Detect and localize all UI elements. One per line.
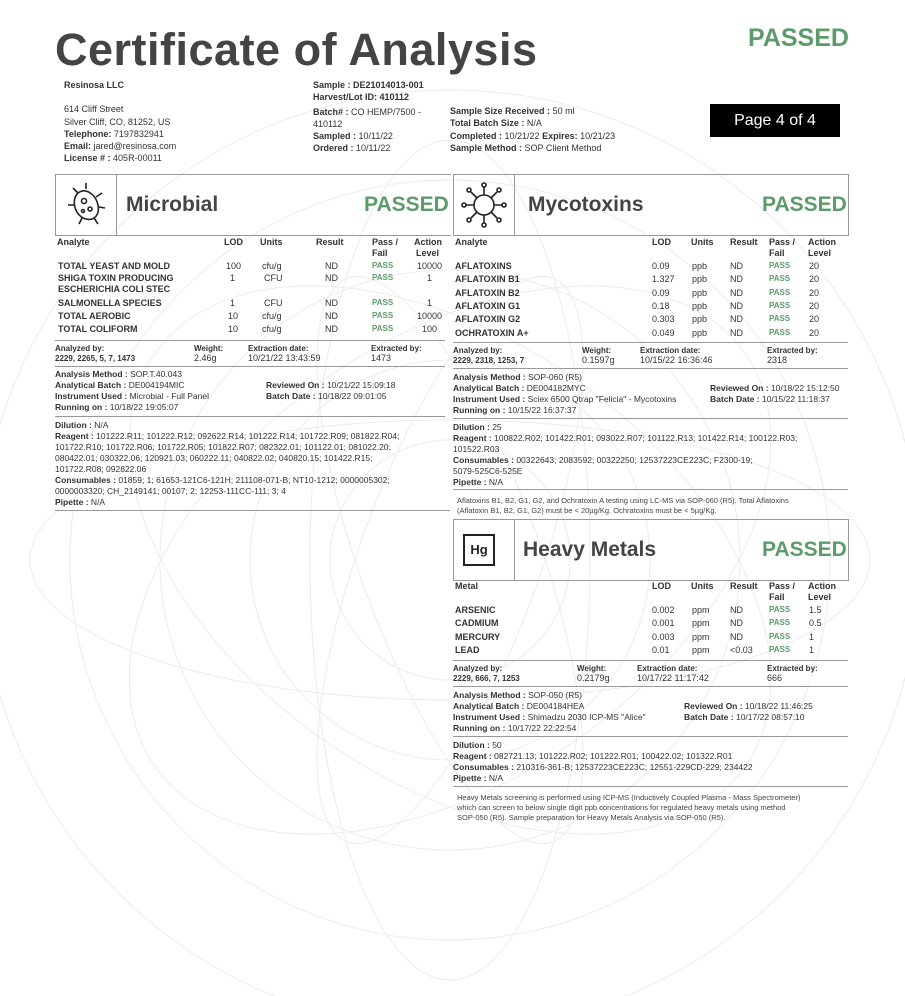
- reagent-line: 101722.R08; 092822.06: [55, 464, 147, 474]
- lod-value: 0.002: [652, 605, 675, 615]
- mercury-symbol: Hg: [463, 534, 495, 566]
- running-on-value: 10/18/22 19:05:07: [109, 402, 179, 412]
- col-units: Units: [260, 237, 283, 247]
- extracted-by-label: Extracted by:: [767, 664, 818, 673]
- client-address2: Silver Cliff, CO, 81252, US: [64, 116, 171, 127]
- units-value: cfu/g: [262, 324, 282, 334]
- units-value: ppm: [692, 605, 710, 615]
- divider: [453, 489, 848, 490]
- result-value: ND: [730, 631, 743, 642]
- microbial-header: [55, 174, 451, 236]
- telephone-label: Telephone:: [64, 128, 112, 139]
- result-value: ND: [325, 324, 338, 334]
- action-value: 1.5: [809, 605, 822, 615]
- batch-value-1: CO HEMP/7500 -: [351, 106, 422, 117]
- mycotoxins-reagents: [453, 422, 848, 488]
- microbial-review: [266, 380, 446, 402]
- analyte-name: TOTAL COLIFORM: [58, 324, 138, 334]
- virus-icon: [454, 175, 515, 235]
- analyte-name: AFLATOXINS: [455, 261, 512, 271]
- lod-value: 1: [230, 273, 236, 283]
- mycotoxins-header: [453, 174, 849, 236]
- sample-details: [450, 105, 700, 154]
- heavy-metals-title: Heavy Metals: [523, 538, 657, 561]
- analyte-name: CADMIUM: [455, 618, 499, 629]
- action-value: 20: [809, 287, 820, 298]
- total-batch-value: N/A: [526, 118, 542, 129]
- batch-date-value: 10/18/22 09:01:05: [317, 391, 387, 401]
- lod-value: 0.01: [652, 644, 670, 655]
- reviewed-on-label: Reviewed On :: [684, 701, 743, 711]
- pipette-label: Pipette :: [453, 477, 487, 487]
- analytical-batch-value: DE004182MYC: [526, 383, 586, 393]
- action-value: 20: [809, 261, 820, 271]
- note-line: which can screen to below single digit ppb concentrations for regulated heavy metals using method: [457, 803, 786, 812]
- lod-value: 100: [226, 261, 242, 271]
- pipette-label: Pipette :: [453, 773, 487, 783]
- completed-label: Completed :: [450, 130, 503, 141]
- units-value: ppb: [692, 300, 708, 311]
- pass-badge: PASS: [372, 273, 394, 282]
- extraction-date-value: 10/21/22 13:43:59: [248, 353, 321, 363]
- client-info: [64, 79, 264, 165]
- pass-badge: PASS: [372, 324, 394, 333]
- weight-value: 0.1597g: [582, 355, 615, 365]
- result-value: ND: [730, 618, 743, 629]
- weight-label: Weight:: [582, 346, 612, 355]
- consumables-line: 5079-525C6-525E: [453, 466, 523, 476]
- lod-value: 0.049: [652, 327, 675, 338]
- dilution-label: Dilution :: [453, 740, 490, 750]
- pass-badge: PASS: [769, 314, 791, 324]
- analysis-method-value: SOP-060 (R5): [528, 372, 582, 382]
- analyzed-by-value: 2229, 2318, 1253, 7: [453, 356, 525, 365]
- divider: [453, 418, 848, 419]
- dilution-label: Dilution :: [55, 420, 92, 430]
- action-value: 20: [809, 327, 820, 338]
- dilution-value: N/A: [94, 420, 109, 430]
- heavy-metals-review: [684, 701, 844, 723]
- pipette-value: N/A: [488, 773, 504, 783]
- heavy-metals-header: [453, 519, 849, 581]
- result-value: ND: [325, 311, 338, 321]
- lod-value: 0.003: [652, 631, 675, 642]
- heavy-metals-method: [453, 690, 693, 734]
- col-result: Result: [316, 237, 344, 247]
- action-value: 1: [427, 273, 433, 283]
- result-value: ND: [730, 300, 743, 311]
- divider: [55, 366, 445, 367]
- lod-value: 0.18: [652, 300, 670, 311]
- heavy-metals-reagents: [453, 740, 848, 784]
- sample-info: [313, 79, 453, 155]
- instrument-used-value: Shimadzu 2030 ICP-MS "Alice": [527, 712, 646, 722]
- pass-badge: PASS: [769, 618, 791, 628]
- divider: [55, 416, 445, 417]
- analyzed-by-value: 2229, 2265, 5, 7, 1473: [55, 354, 136, 363]
- reagent-line: 101722.R10; 101722.R06; 101722.R05; 101822.R07; 082322.01; 101122.01; 081022.20;: [55, 442, 391, 452]
- sample-label: Sample :: [313, 80, 351, 90]
- analyzed-by-label: Analyzed by:: [453, 346, 503, 355]
- extraction-date-value: 10/15/22 16:36:46: [640, 355, 713, 365]
- reviewed-on-value: 10/18/22 11:46:25: [744, 701, 813, 711]
- units-value: CFU: [264, 298, 283, 308]
- instrument-used-label: Instrument Used :: [453, 394, 526, 404]
- extraction-date-value: 10/17/22 11:17:42: [637, 673, 709, 683]
- action-value: 10000: [417, 261, 443, 271]
- license-label: License # :: [64, 153, 111, 164]
- divider: [55, 510, 450, 511]
- sampled-label: Sampled :: [313, 131, 357, 142]
- col-action-1: Action: [808, 237, 836, 247]
- consumables-line: 01859; 1; 61653-121C6-121H; 211108-071-B; NT10-1212; 0000005302;: [118, 475, 390, 485]
- weight-label: Weight:: [194, 344, 224, 353]
- units-value: CFU: [264, 273, 283, 283]
- pass-badge: PASS: [769, 261, 791, 270]
- lod-value: 10: [228, 324, 239, 334]
- analyte-name: AFLATOXIN G1: [455, 300, 521, 311]
- col-lod: LOD: [652, 581, 671, 591]
- result-value: ND: [730, 314, 743, 325]
- microbial-reagents: [55, 420, 450, 508]
- analyte-name: TOTAL AEROBIC: [58, 311, 131, 321]
- reagent-line: 101222.R11; 101222.R12; 092622.R14; 101222.R14; 101722.R09; 081822.R04;: [96, 431, 400, 441]
- pass-badge: PASS: [769, 274, 791, 284]
- analyte-name: LEAD: [455, 644, 480, 655]
- analyte-name-2: ESCHERICHIA COLI STEC: [58, 284, 171, 294]
- reagent-line: 101522.R03: [453, 444, 500, 454]
- license-value: 405R-00011: [113, 153, 162, 164]
- col-pass-1: Pass /: [372, 237, 399, 247]
- col-action-2: Level: [808, 592, 832, 602]
- microbial-title: Microbial: [126, 193, 219, 216]
- reagent-label: Reagent :: [453, 433, 492, 443]
- ordered-label: Ordered :: [313, 143, 354, 154]
- consumables-label: Consumables :: [453, 455, 514, 465]
- analysis-method-label: Analysis Method :: [55, 369, 128, 379]
- size-label: Sample Size Received :: [450, 106, 551, 116]
- result-value: ND: [730, 327, 743, 338]
- dilution-value: 25: [492, 422, 502, 432]
- reagent-label: Reagent :: [453, 751, 492, 761]
- action-value: 0.5: [809, 618, 822, 629]
- lod-value: 1: [230, 298, 236, 308]
- units-value: ppb: [692, 261, 708, 271]
- units-value: ppb: [692, 327, 708, 338]
- sampled-value: 10/11/22: [358, 131, 393, 142]
- client-address1: 614 Cliff Street: [64, 104, 124, 115]
- reagent-line: 100822.R02; 101422.R01; 093022.R07; 101122.R13; 101422.R14; 100122.R03;: [494, 433, 798, 443]
- page-indicator: Page 4 of 4: [710, 104, 840, 137]
- microbial-method: [55, 369, 265, 413]
- pass-badge: PASS: [769, 644, 791, 654]
- result-value: <0.03: [730, 644, 753, 655]
- analyte-name: AFLATOXIN G2: [455, 314, 521, 325]
- extracted-by-value: 1473: [371, 353, 392, 363]
- analyte-name: AFLATOXIN B2: [455, 287, 520, 298]
- dilution-label: Dilution :: [453, 422, 490, 432]
- analytical-batch-label: Analytical Batch :: [453, 701, 525, 711]
- col-pass-2: Fail: [372, 248, 388, 258]
- analyzed-by-label: Analyzed by:: [55, 344, 105, 353]
- note-line: Aflatoxins B1, B2, G1, G2, and Ochratoxin A testing using LC-MS via SOP-060 (R5). Total Aflatoxins: [457, 496, 789, 505]
- analyte-name: SHIGA TOXIN PRODUCING: [58, 273, 174, 283]
- harvest-label: Harvest/Lot ID:: [313, 92, 378, 103]
- consumables-line: 0000003320; CH_2149141; 00107; 2; 12253-111CC-111; 3; 4: [55, 486, 286, 496]
- action-value: 20: [809, 300, 820, 311]
- weight-value: 2.46g: [194, 353, 217, 363]
- batch-value-2: 410112: [313, 118, 343, 129]
- microbial-status: PASSED: [364, 193, 449, 216]
- running-on-label: Running on :: [453, 723, 506, 733]
- note-line: (Aflatoxin B1, B2, G1, G2) must be < 20µg/Kg. Ochratoxins must be < 5µg/Kg.: [457, 506, 717, 515]
- divider: [453, 660, 848, 661]
- overall-status: PASSED: [748, 24, 849, 52]
- col-metal: Metal: [455, 581, 479, 591]
- units-value: ppm: [692, 618, 710, 629]
- page-title: Certificate of Analysis: [55, 24, 538, 75]
- mycotoxins-method: [453, 372, 713, 416]
- analytical-batch-label: Analytical Batch :: [453, 383, 525, 393]
- reviewed-on-label: Reviewed On :: [710, 383, 769, 393]
- client-name: Resinosa LLC: [64, 80, 125, 90]
- divider: [453, 368, 848, 369]
- result-value: ND: [730, 261, 743, 271]
- mycotoxins-note: [457, 496, 847, 516]
- lod-value: 1.327: [652, 274, 675, 285]
- note-line: SOP-050 (R5). Sample preparation for Heavy Metals Analysis via SOP-050 (R5).: [457, 813, 726, 822]
- batch-label: Batch# :: [313, 106, 349, 117]
- col-result: Result: [730, 237, 758, 247]
- action-value: 20: [809, 314, 820, 325]
- pipette-value: N/A: [90, 497, 106, 507]
- analytical-batch-value: DE004184HEA: [526, 701, 585, 711]
- method-value: SOP Client Method: [524, 142, 602, 153]
- col-lod: LOD: [224, 237, 243, 247]
- analytical-batch-label: Analytical Batch :: [55, 380, 127, 390]
- action-value: 20: [809, 274, 820, 285]
- batch-date-label: Batch Date :: [266, 391, 316, 401]
- extracted-by-value: 666: [767, 673, 783, 683]
- consumables-label: Consumables :: [55, 475, 116, 485]
- col-pass-1: Pass /: [769, 581, 796, 591]
- reagent-line: 080422.01; 030322.06; 120921.03; 060222.11; 040822.02; 040820.15; 101422.R15;: [55, 453, 373, 463]
- analyte-name: AFLATOXIN B1: [455, 274, 520, 285]
- batch-date-value: 10/15/22 11:18:37: [761, 394, 830, 404]
- col-pass-2: Fail: [769, 592, 785, 602]
- col-action-2: Level: [416, 248, 440, 258]
- col-analyte: Analyte: [455, 237, 488, 247]
- analyte-name: OCHRATOXIN A+: [455, 327, 529, 338]
- reviewed-on-value: 10/18/22 15:12:50: [770, 383, 840, 393]
- pass-badge: PASS: [769, 631, 791, 641]
- col-action-1: Action: [414, 237, 442, 247]
- divider: [453, 736, 848, 737]
- units-value: cfu/g: [262, 311, 282, 321]
- mycotoxins-title: Mycotoxins: [528, 193, 644, 216]
- lod-value: 0.303: [652, 314, 675, 325]
- action-value: 100: [422, 324, 438, 334]
- lod-value: 10: [228, 311, 239, 321]
- email-label: Email:: [64, 141, 92, 152]
- result-value: ND: [325, 261, 338, 271]
- col-result: Result: [730, 581, 758, 591]
- note-line: Heavy Metals screening is performed using ICP-MS (Inductively Coupled Plasma - Mass Spectrometer): [457, 793, 801, 802]
- units-value: ppm: [692, 631, 710, 642]
- method-label: Sample Method :: [450, 142, 523, 153]
- extraction-date-label: Extraction date:: [640, 346, 701, 355]
- col-pass-1: Pass /: [769, 237, 796, 247]
- pass-badge: PASS: [372, 261, 394, 270]
- email-value: jared@resinosa.com: [93, 141, 177, 152]
- lod-value: 0.001: [652, 618, 675, 629]
- heavy-metals-note: [457, 793, 847, 823]
- reviewed-on-value: 10/21/22 15:09:18: [326, 380, 396, 390]
- units-value: ppb: [692, 287, 708, 298]
- divider: [453, 342, 848, 343]
- batch-date-label: Batch Date :: [684, 712, 734, 722]
- reagent-line: 082721.13; 101222.R02; 101222.R01; 100422.02; 101322.R01: [494, 751, 733, 761]
- microbe-icon: [56, 175, 117, 235]
- units-value: ppb: [692, 274, 708, 285]
- result-value: ND: [730, 287, 743, 298]
- col-pass-2: Fail: [769, 248, 785, 258]
- col-analyte: Analyte: [57, 237, 90, 247]
- batch-date-value: 10/17/22 08:57:10: [735, 712, 805, 722]
- analysis-method-value: SOP.T.40.043: [130, 369, 182, 379]
- pass-badge: PASS: [769, 327, 791, 337]
- pass-badge: PASS: [372, 298, 394, 307]
- running-on-value: 10/15/22 16:37:37: [507, 405, 577, 415]
- sample-value: DE21014013-001: [353, 80, 424, 90]
- consumables-line: 00322643; 2083592; 00322250; 12537223CE223C; F2300-19;: [516, 455, 753, 465]
- units-value: ppm: [692, 644, 710, 655]
- completed-value: 10/21/22: [504, 130, 540, 141]
- running-on-label: Running on :: [453, 405, 506, 415]
- col-action-2: Level: [808, 248, 832, 258]
- heavy-metals-status: PASSED: [762, 538, 847, 561]
- result-value: ND: [325, 273, 338, 283]
- batch-date-label: Batch Date :: [710, 394, 760, 404]
- weight-value: 0.2179g: [577, 673, 610, 683]
- reviewed-on-label: Reviewed On :: [266, 380, 325, 390]
- instrument-used-label: Instrument Used :: [453, 712, 526, 722]
- lod-value: 0.09: [652, 261, 670, 271]
- analyzed-by-value: 2229, 666, 7, 1253: [453, 674, 520, 683]
- action-value: 10000: [417, 311, 443, 321]
- divider: [55, 340, 445, 341]
- action-value: 1: [809, 631, 815, 642]
- instrument-used-label: Instrument Used :: [55, 391, 128, 401]
- ordered-value: 10/11/22: [356, 143, 391, 154]
- mercury-element-icon: [454, 520, 515, 580]
- total-batch-label: Total Batch Size :: [450, 118, 525, 129]
- analyte-name: TOTAL YEAST AND MOLD: [58, 261, 171, 271]
- running-on-value: 10/17/22 22:22:54: [507, 723, 577, 733]
- divider: [453, 786, 848, 787]
- analytical-batch-value: DE004194MIC: [128, 380, 185, 390]
- action-value: 1: [427, 298, 433, 308]
- lod-value: 0.09: [652, 287, 670, 298]
- col-units: Units: [691, 581, 714, 591]
- col-lod: LOD: [652, 237, 671, 247]
- running-on-label: Running on :: [55, 402, 108, 412]
- result-value: ND: [730, 605, 743, 615]
- expires-value: 10/21/23: [580, 130, 616, 141]
- extracted-by-value: 2318: [767, 355, 788, 365]
- analyte-name: SALMONELLA SPECIES: [58, 298, 162, 308]
- analyte-name: ARSENIC: [455, 605, 496, 615]
- result-value: ND: [730, 274, 743, 285]
- pass-badge: PASS: [769, 300, 791, 310]
- consumables-label: Consumables :: [453, 762, 514, 772]
- col-action-1: Action: [808, 581, 836, 591]
- telephone-value: 7197832941: [113, 128, 164, 139]
- col-units: Units: [691, 237, 714, 247]
- analyte-name: MERCURY: [455, 631, 501, 642]
- analyzed-by-label: Analyzed by:: [453, 664, 503, 673]
- units-value: ppb: [692, 314, 708, 325]
- divider: [453, 686, 848, 687]
- units-value: cfu/g: [262, 261, 282, 271]
- pass-badge: PASS: [769, 605, 791, 614]
- extracted-by-label: Extracted by:: [371, 344, 422, 353]
- consumables-line: 210316-361-B; 12537223CE223C; 12551-229CD-229; 234422: [516, 762, 753, 772]
- analysis-method-label: Analysis Method :: [453, 690, 526, 700]
- mycotoxins-status: PASSED: [762, 193, 847, 216]
- pipette-value: N/A: [488, 477, 504, 487]
- pass-badge: PASS: [769, 287, 791, 297]
- extraction-date-label: Extraction date:: [248, 344, 309, 353]
- analysis-method-label: Analysis Method :: [453, 372, 526, 382]
- expires-label: Expires:: [542, 130, 578, 141]
- dilution-value: 50: [492, 740, 502, 750]
- instrument-used-value: Sciex 6500 Qtrap "Felicia" - Mycotoxins: [527, 394, 677, 404]
- extraction-date-label: Extraction date:: [637, 664, 698, 673]
- reagent-label: Reagent :: [55, 431, 94, 441]
- pass-badge: PASS: [372, 311, 394, 320]
- action-value: 1: [809, 644, 815, 655]
- analysis-method-value: SOP-050 (R5): [528, 690, 582, 700]
- result-value: ND: [325, 298, 338, 308]
- extracted-by-label: Extracted by:: [767, 346, 818, 355]
- pipette-label: Pipette :: [55, 497, 89, 507]
- weight-label: Weight:: [577, 664, 607, 673]
- instrument-used-value: Microbial - Full Panel: [129, 391, 210, 401]
- mycotoxins-review: [710, 383, 850, 405]
- harvest-value: 410112: [379, 92, 410, 103]
- size-value: 50 ml: [552, 106, 575, 116]
